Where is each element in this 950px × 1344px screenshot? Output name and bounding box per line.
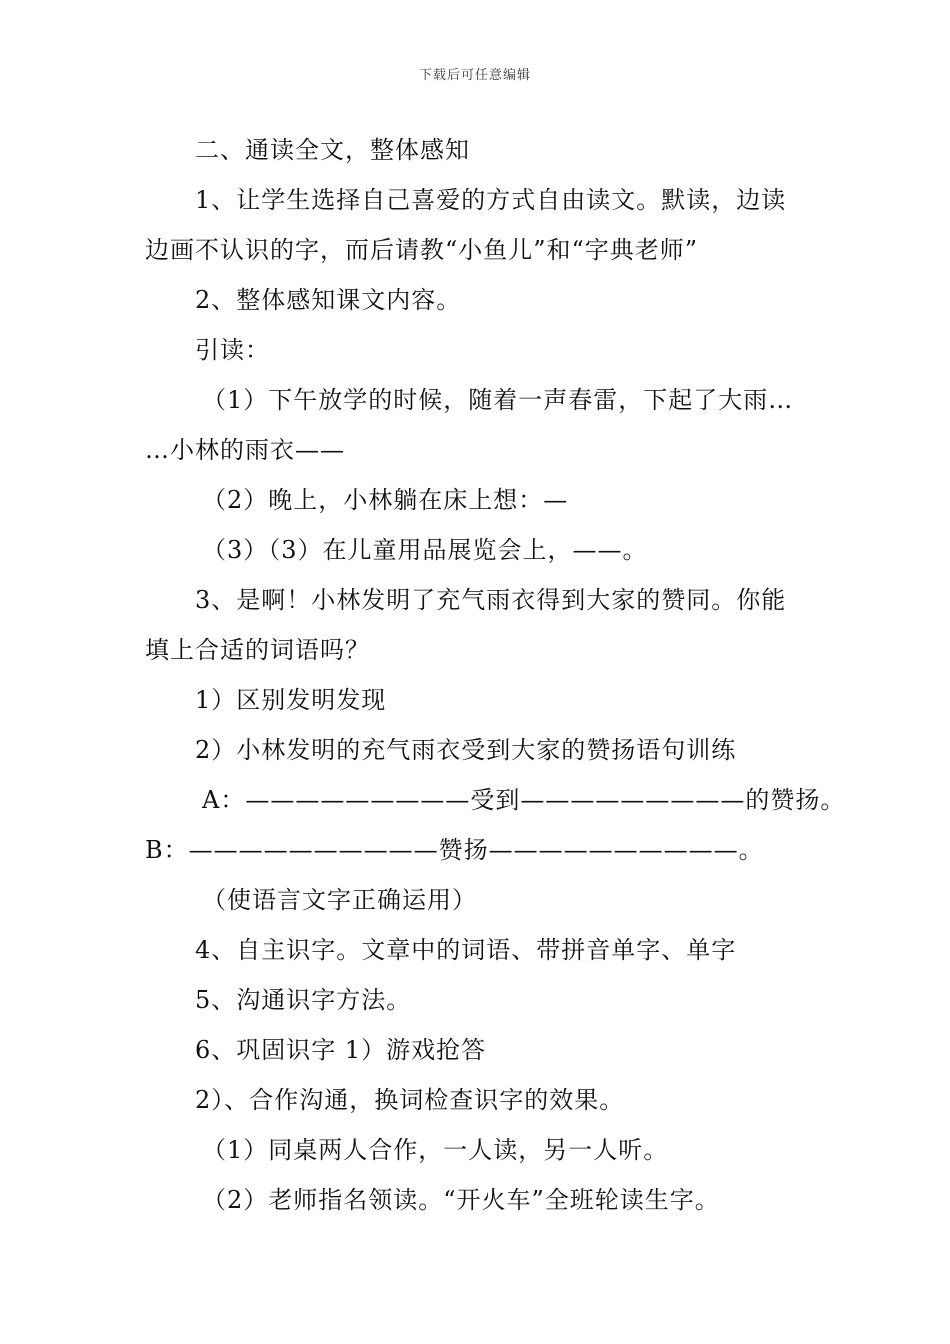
paragraph-line: 填上合适的词语吗？ [145, 636, 370, 664]
paragraph-line: （2）晚上，小林躺在床上想：— [202, 486, 569, 514]
paragraph-line: 边画不认识的字，而后请教“小鱼儿”和“字典老师” [145, 236, 699, 264]
paragraph-line: 1）区别发明发现 [195, 686, 387, 714]
paragraph-line: 6、巩固识字 1）游戏抢答 [195, 1036, 487, 1064]
paragraph-line: 2）、合作沟通，换词检查识字的效果。 [195, 1086, 625, 1114]
paragraph-line: …小林的雨衣—— [145, 436, 345, 464]
paragraph-line: （使语言文字正确运用） [202, 886, 477, 914]
document-body [145, 125, 846, 1225]
paragraph-line: （3）（3）在儿童用品展览会上，——。 [202, 536, 648, 564]
paragraph-line: （1）下午放学的时候，随着一声春雷，下起了大雨… [202, 386, 794, 414]
paragraph-line: 1、让学生选择自己喜爱的方式自由读文。默读，边读 [195, 186, 787, 214]
paragraph-line: 5、沟通识字方法。 [195, 986, 412, 1014]
paragraph-line: 3、是啊！小林发明了充气雨衣得到大家的赞同。你能 [195, 586, 787, 614]
paragraph-line: 4、自主识字。文章中的词语、带拼音单字、单字 [195, 936, 737, 964]
paragraph-line: （2）老师指名领读。“开火车”全班轮读生字。 [202, 1186, 720, 1214]
paragraph-line: A：—————————受到—————————的赞扬。 [202, 786, 846, 814]
page-header: 下载后可任意编辑 [418, 68, 531, 83]
paragraph-line: 引读： [195, 336, 270, 364]
paragraph-line: 2、整体感知课文内容。 [195, 286, 462, 314]
section-heading: 二、通读全文，整体感知 [195, 136, 470, 164]
paragraph-line: （1）同桌两人合作，一人读，另一人听。 [202, 1136, 669, 1164]
paragraph-line: B：——————————赞扬——————————。 [145, 836, 764, 864]
paragraph-line: 2）小林发明的充气雨衣受到大家的赞扬语句训练 [195, 736, 737, 764]
